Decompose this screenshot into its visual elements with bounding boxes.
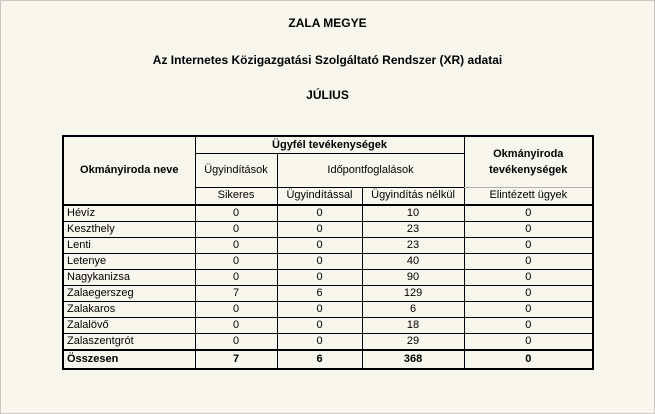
without-case-header: Ügyindítás nélkül <box>362 187 464 205</box>
without-case-cell: 10 <box>362 205 464 222</box>
successful-cell: 7 <box>195 286 277 302</box>
appointments-header: Időpontfoglalások <box>277 154 464 188</box>
report-subtitle: Az Internetes Közigazgatási Szolgáltató Rendszer (XR) adatai <box>152 53 503 67</box>
table-row <box>63 334 593 351</box>
with-case-cell: 0 <box>277 222 362 238</box>
successful-cell: 0 <box>195 270 277 286</box>
table-row <box>63 238 593 254</box>
total-without-case: 368 <box>362 350 464 369</box>
with-case-cell: 0 <box>277 205 362 222</box>
table-row <box>63 318 593 334</box>
with-case-cell: 6 <box>277 286 362 302</box>
without-case-cell: 6 <box>362 302 464 318</box>
office-name-cell: Letenye <box>63 254 195 270</box>
processed-cell: 0 <box>464 302 593 318</box>
processed-cell: 0 <box>464 205 593 222</box>
table-row <box>63 270 593 286</box>
table-row <box>63 254 593 270</box>
processed-cell: 0 <box>464 254 593 270</box>
table-row <box>63 286 593 302</box>
with-case-cell: 0 <box>277 254 362 270</box>
total-row <box>63 350 593 369</box>
county-title: ZALA MEGYE <box>288 16 367 30</box>
office-name-cell: Keszthely <box>63 222 195 238</box>
office-name-cell: Zalaegerszeg <box>63 286 195 302</box>
table-row <box>63 205 593 222</box>
office-name-cell: Nagykanizsa <box>63 270 195 286</box>
successful-header: Sikeres <box>195 187 277 205</box>
processed-cell: 0 <box>464 238 593 254</box>
office-name-cell: Lenti <box>63 238 195 254</box>
without-case-cell: 129 <box>362 286 464 302</box>
successful-cell: 0 <box>195 334 277 351</box>
month-title: JÚLIUS <box>306 88 349 102</box>
without-case-cell: 40 <box>362 254 464 270</box>
processed-cell: 0 <box>464 286 593 302</box>
with-case-cell: 0 <box>277 318 362 334</box>
without-case-cell: 29 <box>362 334 464 351</box>
total-label: Összesen <box>63 350 195 369</box>
with-case-header: Ügyindítással <box>277 187 362 205</box>
successful-cell: 0 <box>195 222 277 238</box>
office-name-cell: Hévíz <box>63 205 195 222</box>
office-name-cell: Zalaszentgrót <box>63 334 195 351</box>
with-case-cell: 0 <box>277 334 362 351</box>
total-processed: 0 <box>464 350 593 369</box>
processed-header: Elintézett ügyek <box>464 187 593 205</box>
statistics-table <box>62 135 594 370</box>
table-row <box>63 222 593 238</box>
initiations-header: Ügyindítások <box>195 154 277 188</box>
header-row-1 <box>63 136 593 154</box>
without-case-cell: 90 <box>362 270 464 286</box>
office-name-cell: Zalakaros <box>63 302 195 318</box>
with-case-cell: 0 <box>277 302 362 318</box>
client-activities-header: Ügyfél tevékenységek <box>195 136 464 154</box>
total-successful: 7 <box>195 350 277 369</box>
without-case-cell: 23 <box>362 222 464 238</box>
successful-cell: 0 <box>195 238 277 254</box>
with-case-cell: 0 <box>277 238 362 254</box>
successful-cell: 0 <box>195 318 277 334</box>
total-with-case: 6 <box>277 350 362 369</box>
office-activities-header: Okmányiroda tevékenységek <box>464 136 593 187</box>
successful-cell: 0 <box>195 205 277 222</box>
processed-cell: 0 <box>464 270 593 286</box>
with-case-cell: 0 <box>277 270 362 286</box>
without-case-cell: 18 <box>362 318 464 334</box>
office-name-cell: Zalalövő <box>63 318 195 334</box>
successful-cell: 0 <box>195 254 277 270</box>
processed-cell: 0 <box>464 334 593 351</box>
table-row <box>63 302 593 318</box>
without-case-cell: 23 <box>362 238 464 254</box>
processed-cell: 0 <box>464 222 593 238</box>
office-name-header: Okmányiroda neve <box>63 136 195 205</box>
processed-cell: 0 <box>464 318 593 334</box>
successful-cell: 0 <box>195 302 277 318</box>
